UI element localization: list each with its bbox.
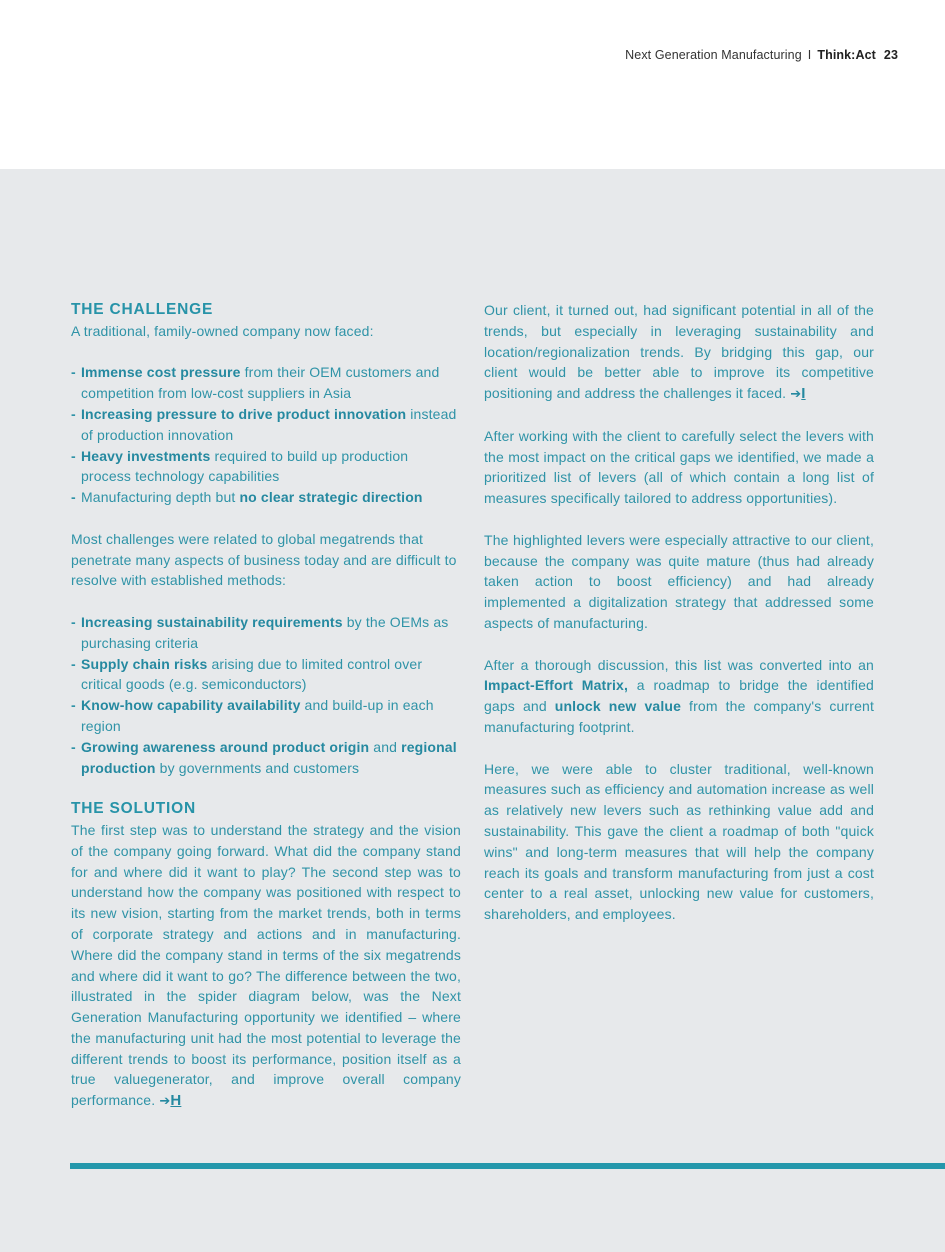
solution-heading: THE SOLUTION	[71, 800, 196, 818]
list-item: - Increasing pressure to drive product innovation instead of production innovation	[71, 404, 461, 446]
figure-reference-i[interactable]: ➔I	[790, 385, 806, 403]
challenge-heading: THE CHALLENGE	[71, 301, 214, 318]
list-item: - Heavy investments required to build up production process technology capabilities	[71, 446, 461, 488]
paragraph: After a thorough discussion, this list was converted into an Impact-Effort Matrix, a roadmap to bridge the identified gaps and unlock new value from the company's current manufacturing footprint.	[484, 656, 874, 735]
list-item: - Know-how capability availability and build-up in each region	[71, 695, 461, 737]
list-item: - Increasing sustainability requirements by the OEMs as purchasing criteria	[71, 612, 461, 654]
left-column	[71, 300, 461, 1112]
running-header	[625, 48, 898, 62]
arrow-right-icon: ➔	[159, 1093, 171, 1109]
arrow-right-icon: ➔	[790, 386, 802, 402]
paragraph: Here, we were able to cluster traditional, well-known measures such as efficiency and automation increase as well as relatively new levers such as rethinking value add and sustainability. This gave the client a roadmap of both "quick wins" and long-term measures that will help the company reach its goals and transform manufacturing from just a cost center to a real asset, unlocking new value for customers, shareholders, and employees.	[484, 760, 874, 923]
paragraph: The highlighted levers were especially attractive to our client, because the company was quite mature (thus had already taken action to boost efficiency) and had already implemented a digitalization strategy that addressed some aspects of manufacturing.	[484, 531, 874, 631]
list-item: - Supply chain risks arising due to limited control over critical goods (e.g. semiconductors)	[71, 654, 461, 696]
header-doc-title: Next Generation Manufacturing	[625, 48, 802, 62]
right-column	[484, 300, 874, 925]
header-brand: Think:Act	[817, 48, 876, 62]
section-divider	[70, 1163, 945, 1169]
challenge-intro: A traditional, family-owned company now faced:	[71, 322, 374, 339]
page-number: 23	[883, 48, 898, 62]
megatrend-list	[71, 612, 461, 778]
list-item: - Growing awareness around product origin and regional production by governments and customers	[71, 737, 461, 779]
solution-text: The first step was to understand the strategy and the vision of the company going forward. What did the company stand for and where did it want to play? The second step was to understand how the company was positioned with respect to its new vision, starting from the market trends, both in terms of corporate strategy and actions and in manufacturing. Where did the company stand in terms of the six megatrends and where did it want to go? The difference between the two, illustrated in the spider diagram below, was the Next Generation Manufacturing opportunity we identified – where the manufacturing unit had the most potential to leverage the different trends to boost its performance, position itself as a true valuegenerator, and improve overall company performance. ➔H	[71, 821, 461, 1110]
header-separator: I	[807, 48, 812, 62]
page-header	[0, 0, 945, 169]
list-item: - Manufacturing depth but no clear strategic direction	[71, 487, 461, 508]
megatrend-intro: Most challenges were related to global megatrends that penetrate many aspects of business today and are difficult to resolve with established methods:	[71, 530, 457, 589]
paragraph: After working with the client to carefully select the levers with the most impact on the critical gaps we identified, we made a prioritized list of levers (all of which contain a long list of measures specifically tailored to address opportunities).	[484, 427, 874, 507]
figure-reference-h[interactable]: ➔H	[159, 1092, 182, 1110]
paragraph: Our client, it turned out, had significant potential in all of the trends, but especially in leveraging sustainability and location/regionalization trends. By bridging this gap, our client would be better able to improve its competitive positioning and address the challenges it faced. ➔I	[484, 302, 874, 403]
challenge-list	[71, 362, 461, 508]
list-item: - Immense cost pressure from their OEM customers and competition from low-cost suppliers in Asia	[71, 362, 461, 404]
